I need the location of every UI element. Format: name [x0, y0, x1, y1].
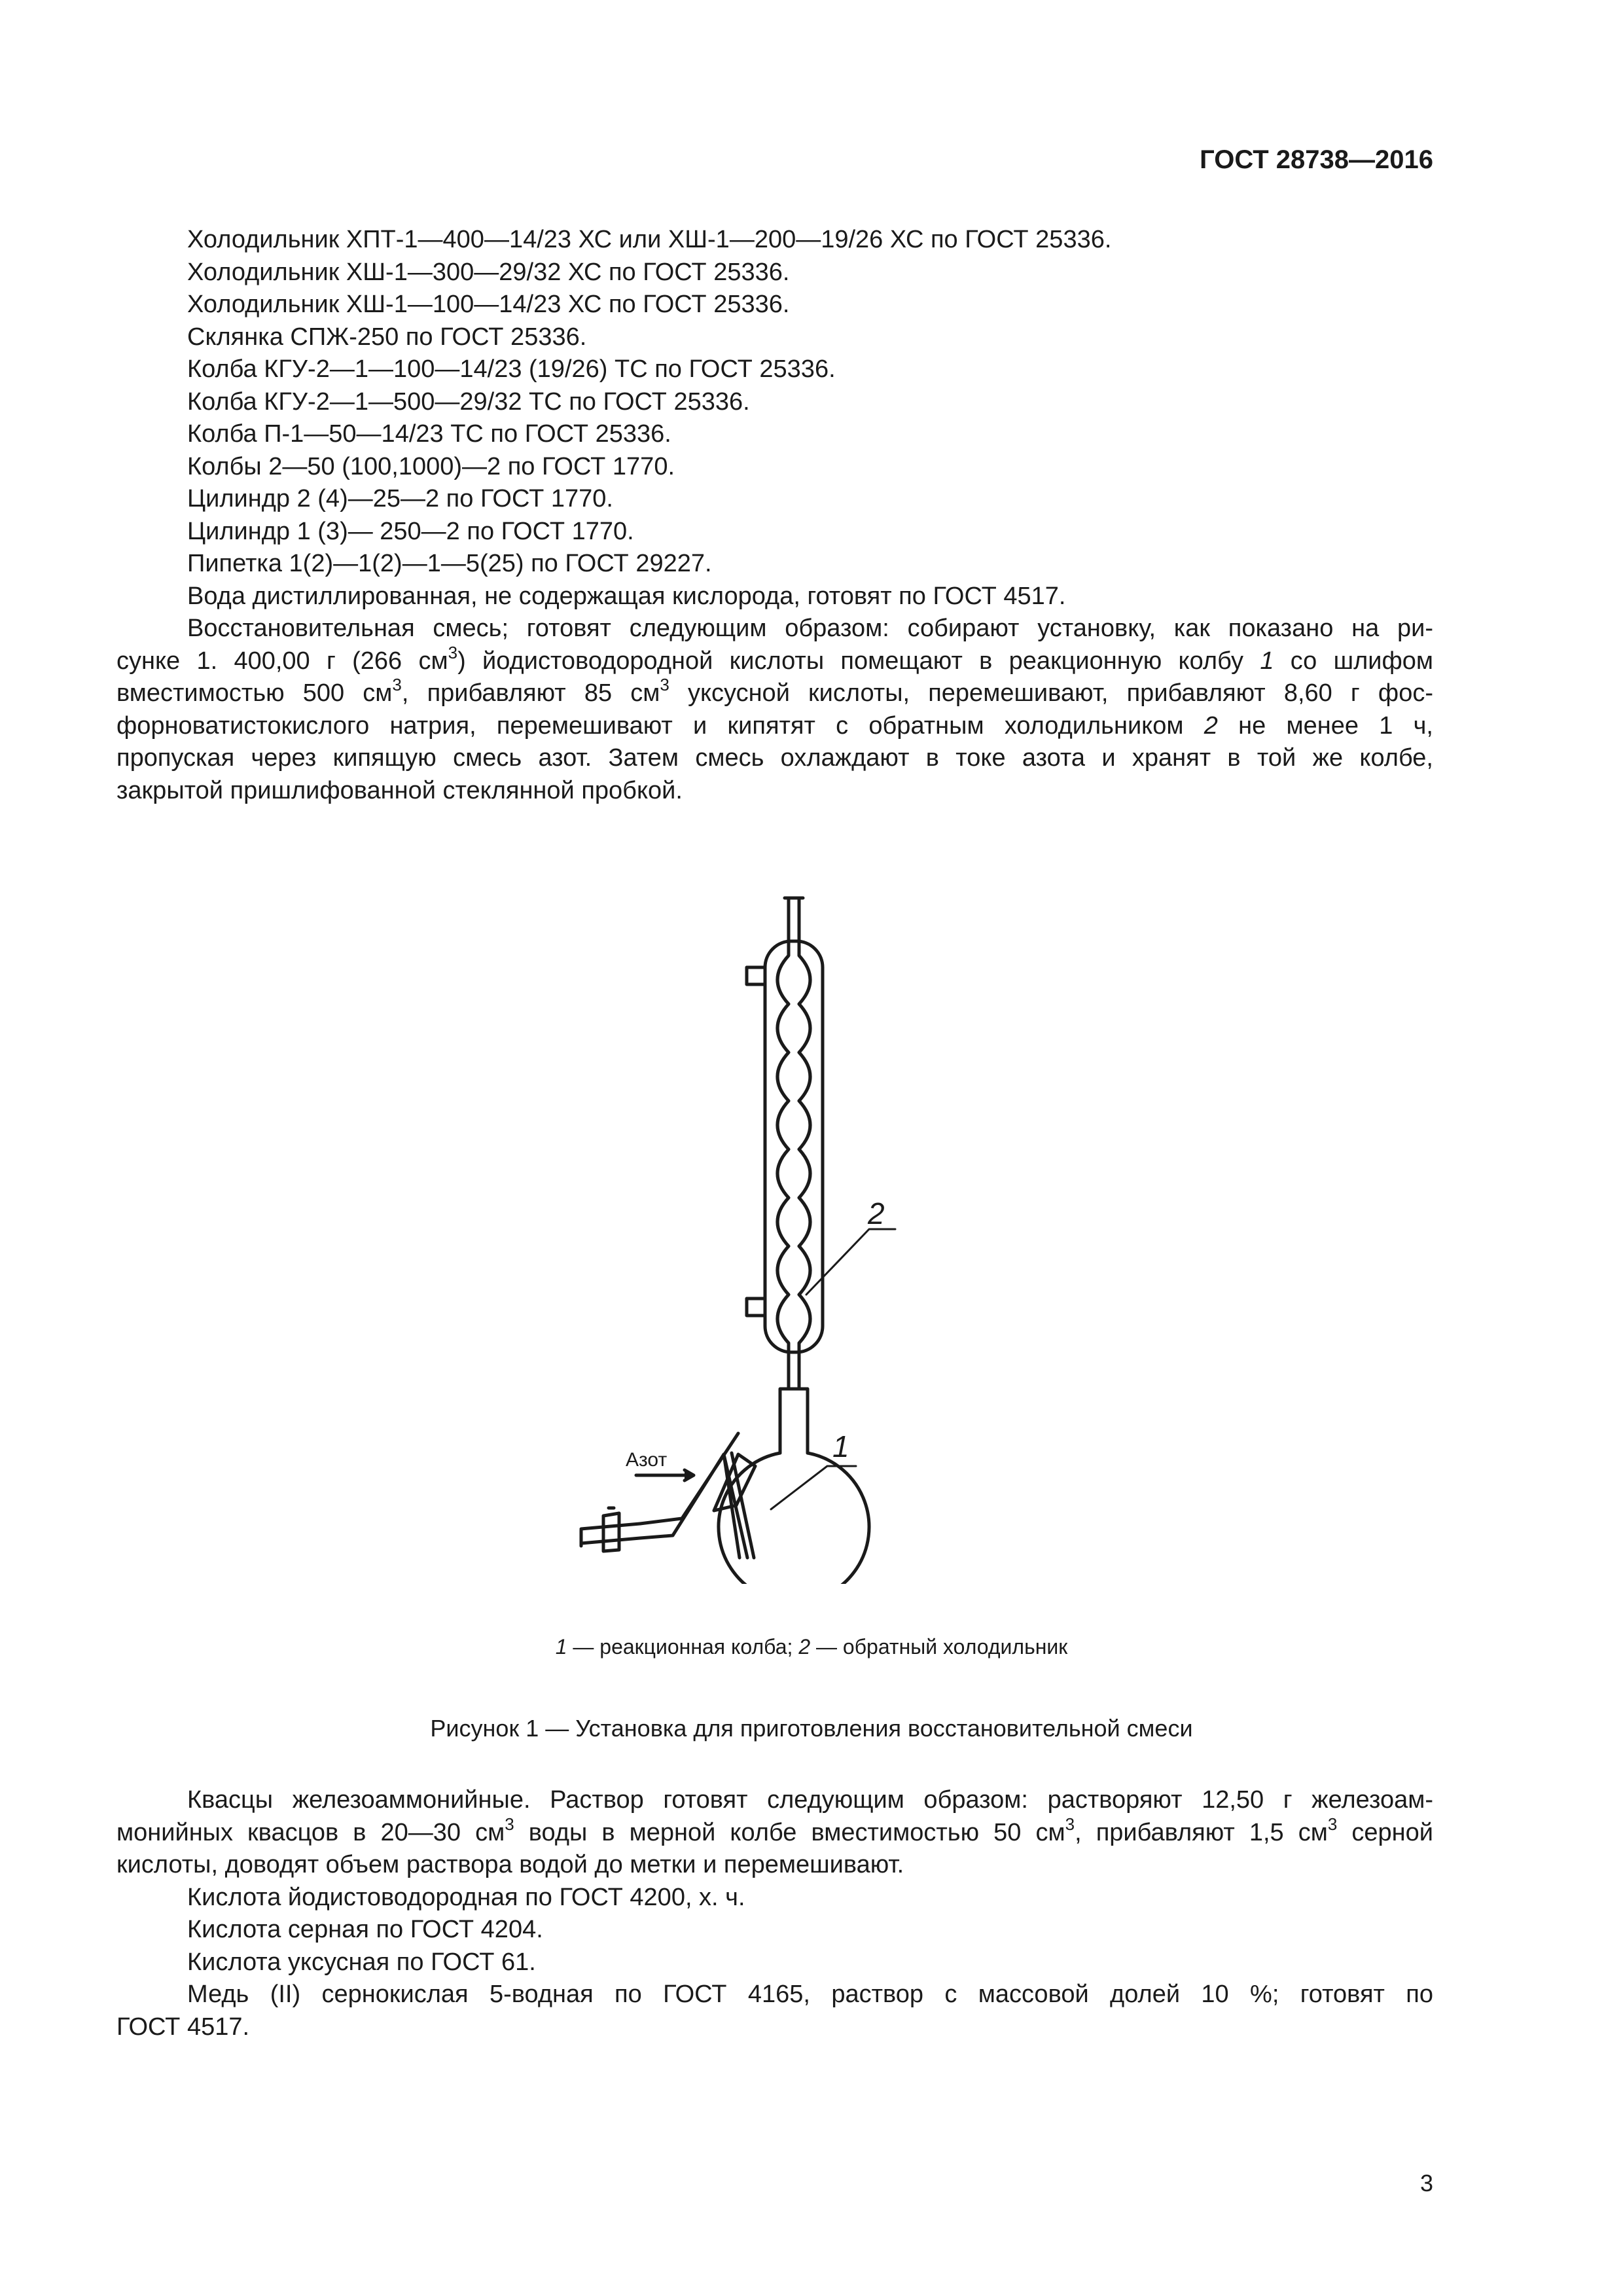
list-item: Цилиндр 1 (3)— 250—2 по ГОСТ 1770. — [187, 517, 634, 545]
reducing-mixture-paragraph — [116, 613, 1433, 807]
label-1: 1 — [832, 1429, 849, 1463]
list-item: Холодильник ХШ-1—300—29/32 ХС по ГОСТ 25336. — [187, 258, 790, 286]
label-2: 2 — [868, 1196, 885, 1230]
figure-caption: Рисунок 1 — Установка для приготовления восстановительной смеси — [430, 1715, 1193, 1742]
condenser-coil-right — [799, 941, 810, 1389]
gas-label: Азот — [626, 1449, 668, 1471]
paragraph-line: форноватистокислого натрия, перемешивают и кипятят с обратным холодильником 2 не менее 1 ч, — [116, 711, 1433, 740]
list-item: Склянка СПЖ-250 по ГОСТ 25336. — [187, 323, 587, 351]
gas-flow-arrowhead — [685, 1470, 694, 1480]
figure-legend: 1 — реакционная колба; 2 — обратный холодильник — [555, 1635, 1068, 1659]
apparatus-figure — [563, 890, 929, 1584]
paragraph-line: Медь (II) сернокислая 5-водная по ГОСТ 4165, раствор с массовой долей 10 %; готовят по — [187, 1981, 1433, 2008]
gas-inlet-stopcock — [581, 1508, 640, 1551]
paragraph-line: Квасцы железоаммонийные. Раствор готовят следующим образом: растворяют 12,50 г железоам- — [187, 1786, 1433, 1814]
equipment-list — [116, 224, 1433, 807]
list-item: Цилиндр 2 (4)—25—2 по ГОСТ 1770. — [187, 485, 613, 512]
list-item: Колба КГУ-2—1—500—29/32 ТС по ГОСТ 25336. — [187, 387, 750, 416]
page-number: 3 — [1419, 2170, 1433, 2197]
standard-code-header: ГОСТ 28738—2016 — [1200, 145, 1433, 174]
condenser-coil-left — [777, 941, 789, 1389]
flask-body — [719, 1453, 869, 1584]
paragraph-line: закрытой пришлифованной стеклянной пробкой. — [116, 776, 683, 804]
paragraph-line: сунке 1. 400,00 г (266 $см^3$) йодистоводородной кислоты помещают в реакционную колбу 1 со шлифом — [116, 642, 1434, 675]
list-item: Холодильник ХШ-1—100—14/23 ХС по ГОСТ 25336. — [187, 291, 790, 318]
paragraph-line: кислоты, доводят объем раствора водой до метки и перемешивают. — [116, 1851, 904, 1878]
paragraph-line: монийных квасцов в 20—30 $см^3$ воды в мерной колбе вместимостью 50 $см^3$, прибавляют 1,5 $см^3$ серной — [116, 1814, 1433, 1846]
condenser-top-tube — [785, 898, 803, 941]
condenser-upper-port — [747, 967, 765, 984]
gas-inlet-tube — [581, 1433, 754, 1558]
condenser-jacket — [765, 941, 823, 1352]
leader-line-2 — [806, 1229, 895, 1295]
paragraph-line: вместимостью 500 $см^3$, прибавляют 85 $см^3$ уксусной кислоты, перемешивают, прибавляют 8,60 г фос- — [116, 675, 1433, 707]
leader-line-1 — [771, 1466, 856, 1509]
flask-neck — [780, 1389, 808, 1453]
list-item: Вода дистиллированная, не содержащая кислорода, готовят по ГОСТ 4517. — [187, 582, 1066, 610]
list-item: Колба КГУ-2—1—100—14/23 (19/26) ТС по ГОСТ 25336. — [187, 355, 836, 383]
condenser-lower-port — [747, 1299, 765, 1316]
list-item: Холодильник ХПТ-1—400—14/23 ХС или ХШ-1—200—19/26 ХС по ГОСТ 25336. — [187, 226, 1112, 253]
list-item: Пипетка 1(2)—1(2)—1—5(25) по ГОСТ 29227. — [187, 550, 712, 577]
paragraph-line: пропуская через кипящую смесь азот. Затем смесь охлаждают в токе азота и хранят в той же колбе, — [116, 744, 1433, 772]
list-item: Колбы 2—50 (100,1000)—2 по ГОСТ 1770. — [187, 452, 675, 480]
list-item: Колба П-1—50—14/23 ТС по ГОСТ 25336. — [187, 420, 671, 448]
list-item: Кислота йодистоводородная по ГОСТ 4200, х. ч. — [187, 1883, 745, 1911]
list-item: Кислота серная по ГОСТ 4204. — [187, 1916, 543, 1943]
apparatus-drawing — [563, 890, 929, 1584]
paragraph-line: Восстановительная смесь; готовят следующим образом: собирают установку, как показано на ри- — [187, 615, 1433, 642]
paragraph-line: ГОСТ 4517. — [116, 2013, 250, 2041]
lower-text — [116, 1784, 1433, 2043]
list-item: Кислота уксусная по ГОСТ 61. — [187, 1948, 536, 1976]
